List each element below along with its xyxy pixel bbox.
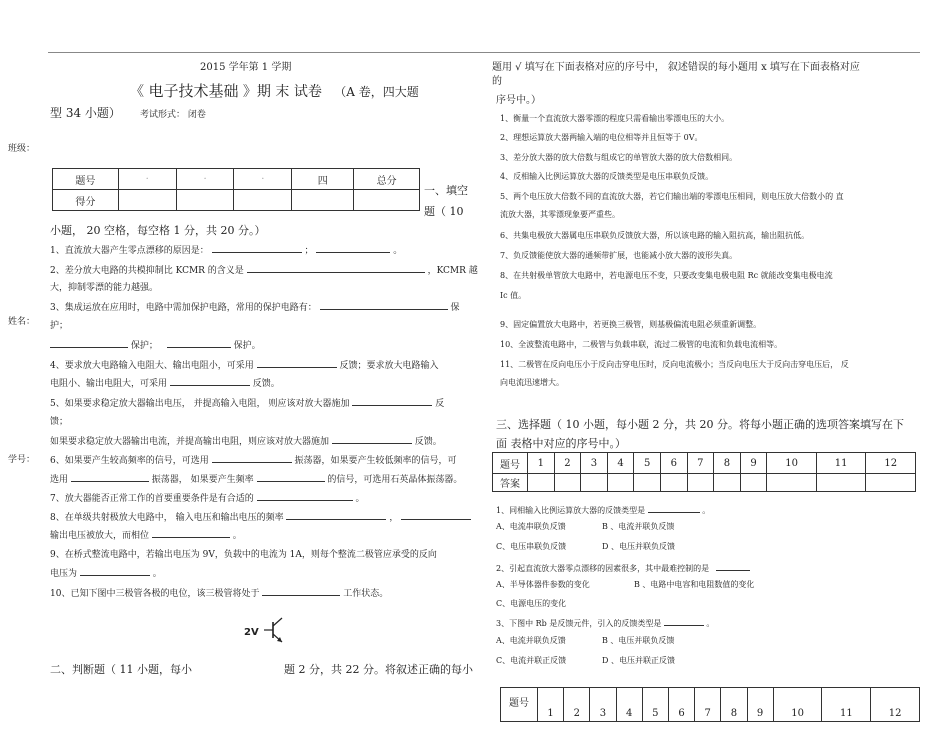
answer-table-label: 答案 — [493, 474, 528, 492]
answer-blank[interactable] — [212, 453, 292, 463]
section2-cont3: 序号中。） — [496, 95, 541, 106]
exam-title — [130, 80, 419, 101]
score-input-cell[interactable] — [118, 190, 176, 211]
transistor-icon — [262, 614, 288, 646]
bottom-table-number: 11 — [822, 688, 871, 722]
answer-cell[interactable] — [581, 474, 608, 492]
s1-q8-text-d: 。 — [232, 531, 242, 541]
choice-option: B 、电压并联负反馈 — [602, 636, 675, 645]
answer-blank[interactable] — [648, 503, 700, 513]
answer-cell[interactable] — [634, 474, 661, 492]
answer-blank[interactable] — [152, 528, 230, 538]
score-table-cell: 总分 — [354, 169, 420, 190]
s1-q3d — [50, 338, 261, 351]
s1-q2 — [50, 263, 478, 276]
bottom-table-number: 5 — [642, 688, 668, 722]
answer-cell[interactable] — [714, 474, 741, 492]
section2-title-b: 题 2 分，共 22 分。将叙述正确的每小 — [284, 663, 473, 676]
judge-item: 流放大器，其零漂现象要严重些。 — [500, 210, 620, 219]
judge-item: 11、二极管在反向电压小于反向击穿电压时，反向电流极小；当反向电压大于反向击穿电压后， 反 — [500, 360, 849, 369]
bottom-table-number: 10 — [773, 688, 822, 722]
choice-q3 — [496, 616, 714, 629]
answer-table-number: 1 — [528, 453, 555, 474]
answer-blank[interactable] — [320, 300, 448, 310]
judge-item: 7、负反馈能使放大器的通频带扩展，也能减小放大器的波形失真。 — [500, 251, 738, 260]
s1-q4 — [50, 358, 439, 371]
answer-blank[interactable] — [316, 243, 390, 253]
s1-q6-text-b: 振荡器，如果要产生较低频率的信号，可 — [294, 456, 457, 466]
bottom-table-number: 12 — [871, 688, 920, 722]
answer-blank[interactable] — [170, 376, 250, 386]
section2-title-a: 二、判断题（ 11 小题，每小 — [50, 663, 192, 676]
section3-title-2: 面 表格中对应的序号中。） — [496, 437, 626, 450]
bottom-table-number: 2 — [564, 688, 590, 722]
s1-q10-text: 10、已知下图中三极管各极的电位，该三极管将处于 — [50, 589, 260, 599]
answer-blank[interactable] — [80, 566, 150, 576]
answer-blank[interactable] — [167, 338, 231, 348]
s1-q6-text-c: 选用 — [50, 475, 69, 485]
choice-option: C、电源电压的变化 — [496, 599, 567, 608]
answer-blank[interactable] — [716, 561, 750, 571]
answer-blank[interactable] — [257, 491, 353, 501]
section3-title-1: 三、选择题（ 10 小题，每小题 2 分，共 20 分。将每小题正确的选项答案填写在下 — [496, 418, 904, 431]
answer-table-number: 9 — [740, 453, 767, 474]
section1-title-b: 题（ 10 — [424, 205, 464, 218]
answer-cell[interactable] — [528, 474, 555, 492]
answer-table — [492, 452, 916, 492]
answer-cell[interactable] — [866, 474, 916, 492]
s1-q4-text-c: 电阻小、输出电阻大，可采用 — [50, 379, 168, 389]
score-table-cell: 得分 — [53, 190, 119, 211]
s1-q1-text: 1、直流放大器产生零点漂移的原因是： — [50, 246, 209, 256]
s1-q2-text: 2、差分放大电路的共模抑制比 KCMR 的含义是 — [50, 266, 244, 276]
s1-q3-text-d2: 保护。 — [233, 341, 261, 351]
answer-cell[interactable] — [607, 474, 634, 492]
choice-option: D 、电压并联负反馈 — [602, 542, 675, 551]
s1-q2-text-b: ，KCMR 越 — [427, 266, 478, 276]
s1-q8c — [50, 528, 242, 541]
s1-q1 — [50, 243, 402, 256]
answer-table-number: 12 — [866, 453, 916, 474]
s1-q1-end: 。 — [393, 246, 403, 256]
answer-blank[interactable] — [332, 434, 412, 444]
name-label: 姓名： — [8, 317, 36, 327]
choice-option: B 、电流并联负反馈 — [602, 522, 675, 531]
choice-q1-text: 1、同相输入比例运算放大器的反馈类型是 — [496, 506, 646, 515]
bottom-answer-table — [500, 687, 920, 722]
title-prefix: 《 — [130, 84, 144, 100]
title-line2: 型 34 小题） — [50, 106, 121, 120]
choice-option: A、电流并联负反馈 — [496, 636, 566, 645]
score-table — [52, 168, 420, 211]
s1-q8-text: 8、在单级共射极放大电路中， 输入电压和输出电压的频率 — [50, 513, 284, 523]
choice-q3-text: 3、下图中 Rb 是反馈元件，引入的反馈类型是 — [496, 619, 662, 628]
s1-q5-text-e: 反馈。 — [414, 437, 442, 447]
answer-table-number: 7 — [687, 453, 714, 474]
s1-q8-text-c: 输出电压被放大，而相位 — [50, 531, 150, 541]
s1-q6-text: 6、如果要产生较高频率的信号，可选用 — [50, 456, 209, 466]
answer-table-number: 6 — [660, 453, 687, 474]
title-suffix: 》期 末 试卷 — [242, 84, 322, 100]
s1-q10-text-b: 工作状态。 — [343, 589, 389, 599]
class-label: 班级： — [8, 144, 36, 154]
s1-q3c: 护； — [50, 321, 69, 331]
answer-cell[interactable] — [767, 474, 817, 492]
judge-item: 2、理想运算放大器两输入端的电位相等并且恒等于 0V。 — [500, 133, 703, 142]
choice-option: B 、电路中电容和电阻数值的变化 — [634, 580, 755, 589]
section2-cont1: 题用 √ 填写在下面表格对应的序号中， 叙述错误的每小题用 x 填写在下面表格对应 — [492, 62, 860, 73]
section2-cont2: 的 — [492, 76, 502, 87]
answer-blank[interactable] — [262, 586, 340, 596]
answer-blank[interactable] — [50, 338, 128, 348]
score-table-cell: · — [118, 169, 176, 190]
figure-voltage-label: 2V — [244, 627, 259, 638]
answer-table-label: 题号 — [493, 453, 528, 474]
choice-option: A、半导体器件参数的变化 — [496, 580, 590, 589]
s1-q6-text-e: 的信号，可选用石英晶体振荡器。 — [327, 475, 463, 485]
s1-q3-text-d1: 保护； — [130, 341, 158, 351]
judge-item: 6、共集电极放大器属电压串联负反馈放大器，所以该电路的输入阻抗高，输出阻抗低。 — [500, 231, 810, 240]
s1-q3-text-b: 保 — [450, 303, 460, 313]
answer-cell[interactable] — [687, 474, 714, 492]
s1-q9-text-c: 。 — [152, 569, 162, 579]
choice-q1 — [496, 503, 710, 516]
answer-table-number: 11 — [816, 453, 866, 474]
choice-option: C、电流并联正反馈 — [496, 656, 567, 665]
answer-cell[interactable] — [554, 474, 581, 492]
s1-q8 — [50, 510, 471, 523]
s1-q6c — [50, 472, 462, 485]
s1-q2c: 大，抑制零漂的能力越强。 — [50, 283, 159, 293]
judge-item: 3、差分放大器的放大倍数与组成它的单管放大器的放大倍数相同。 — [500, 153, 738, 162]
answer-table-answer-row — [493, 474, 916, 492]
score-table-cell: 题号 — [53, 169, 119, 190]
judge-item: 4、反相输入比例运算放大器的反馈类型是电压串联负反馈。 — [500, 172, 714, 181]
answer-blank[interactable] — [286, 510, 386, 520]
answer-blank[interactable] — [352, 396, 432, 406]
score-input-cell[interactable] — [354, 190, 420, 211]
bottom-table-number: 9 — [747, 688, 773, 722]
bottom-table-number: 3 — [590, 688, 616, 722]
s1-q9-text-b: 电压为 — [50, 569, 78, 579]
judge-item: 8、在共射极单管放大电路中，若电源电压不变，只要改变集电极电阻 Rc 就能改变集电极电流 — [500, 271, 833, 280]
choice-option: D 、电压并联正反馈 — [602, 656, 675, 665]
s1-q5d — [50, 434, 442, 447]
judge-item: 10、全波整流电路中，二极管与负载串联，流过二极管的电流和负载电流相等。 — [500, 340, 783, 349]
answer-table-number: 8 — [714, 453, 741, 474]
answer-table-number: 3 — [581, 453, 608, 474]
s1-q5c: 馈； — [50, 417, 69, 427]
section1-title-a: 一、填空 — [424, 184, 468, 197]
score-input-cell[interactable] — [176, 190, 234, 211]
exam-form: 考试形式： 闭卷 — [140, 110, 206, 120]
answer-table-number: 4 — [607, 453, 634, 474]
s1-q7-text: 7、放大器能否正常工作的首要重要条件是有合适的 — [50, 494, 254, 504]
bottom-table-number: 8 — [721, 688, 747, 722]
student-number-label: 学号： — [8, 455, 36, 465]
answer-table-number: 5 — [634, 453, 661, 474]
bottom-table-number: 7 — [695, 688, 721, 722]
section1-title-c: 小题， 20 空格，每空格 1 分，共 20 分。） — [50, 224, 266, 237]
s1-q7-text-b: 。 — [355, 494, 365, 504]
answer-blank[interactable] — [257, 358, 337, 368]
s1-q4-text-d: 反馈。 — [252, 379, 280, 389]
bottom-table-number: 6 — [668, 688, 694, 722]
answer-cell[interactable] — [816, 474, 866, 492]
s1-q5-text-d: 如果要求稳定放大器输出电流，并提高输出电阻，则应该对放大器施加 — [50, 437, 330, 447]
answer-blank[interactable] — [212, 243, 302, 253]
choice-q1-end: 。 — [702, 506, 711, 515]
s1-q9b — [50, 566, 162, 579]
answer-cell[interactable] — [740, 474, 767, 492]
answer-blank[interactable] — [401, 510, 471, 520]
s1-q3 — [50, 300, 460, 313]
answer-table-number-row — [493, 453, 916, 474]
s1-q6-text-d: 振荡器， 如果要产生频率 — [151, 475, 254, 485]
s1-q5-text: 5、如果要求稳定放大器输出电压， 并提高输入电阻， 则应该对放大器施加 — [50, 399, 350, 409]
score-input-cell[interactable] — [292, 190, 354, 211]
title-course: 电子技术基础 — [148, 82, 239, 100]
judge-item: 向电流迅速增大。 — [500, 378, 564, 387]
term-label: 2015 学年第 1 学期 — [200, 62, 292, 73]
bottom-table-number: 1 — [538, 688, 564, 722]
s1-q5 — [50, 396, 444, 409]
judge-item: 1、衡量一个直流放大器零漂的程度只需看输出零漂电压的大小。 — [500, 114, 730, 123]
choice-q2-text: 2、引起直流放大器零点漂移的因素很多，其中最难控制的是 — [496, 564, 710, 573]
s1-q7 — [50, 491, 365, 504]
s1-q1-mid: ； — [304, 246, 314, 256]
answer-blank[interactable] — [71, 472, 149, 482]
s1-q9: 9、在桥式整流电路中，若输出电压为 9V，负载中的电流为 1A，则每个整流二极管应承受的反向 — [50, 550, 437, 560]
choice-q3-end: 。 — [706, 619, 715, 628]
answer-blank[interactable] — [257, 472, 325, 482]
s1-q5-text-b: 反 — [435, 399, 445, 409]
judge-item: 9、固定偏置放大电路中，若更换三极管，则基极偏流电阻必须重新调整。 — [500, 320, 762, 329]
bottom-table-number: 4 — [616, 688, 642, 722]
judge-item: 5、两个电压放大倍数不同的直流放大器，若它们输出端的零漂电压相同，则电压放大倍数小的 直 — [500, 192, 844, 201]
score-table-cell: 四 — [292, 169, 354, 190]
answer-blank[interactable] — [247, 263, 425, 273]
score-table-cell: · — [234, 169, 292, 190]
s1-q6 — [50, 453, 457, 466]
s1-q4-text-b: 反馈；要求放大电路输入 — [339, 361, 439, 371]
score-input-cell[interactable] — [234, 190, 292, 211]
s1-q8-text-b: ， — [389, 513, 399, 523]
answer-table-number: 2 — [554, 453, 581, 474]
answer-cell[interactable] — [660, 474, 687, 492]
s1-q10 — [50, 586, 388, 599]
choice-option: A、电流串联负反馈 — [496, 522, 566, 531]
s1-q4c — [50, 376, 280, 389]
score-table-cell: · — [176, 169, 234, 190]
s1-q3-text: 3、集成运放在应用时，电路中需加保护电路，常用的保护电路有： — [50, 303, 317, 313]
choice-q2 — [496, 561, 750, 574]
choice-option: C、电压串联负反馈 — [496, 542, 567, 551]
answer-blank[interactable] — [664, 616, 704, 626]
bottom-table-label: 题号 — [501, 688, 538, 722]
s1-q4-text: 4、要求放大电路输入电阻大、输出电阻小，可采用 — [50, 361, 254, 371]
top-rule — [48, 52, 920, 53]
title-note: （A 卷，四大题 — [334, 85, 419, 99]
answer-table-number: 10 — [767, 453, 817, 474]
judge-item: Ic 值。 — [500, 291, 527, 300]
